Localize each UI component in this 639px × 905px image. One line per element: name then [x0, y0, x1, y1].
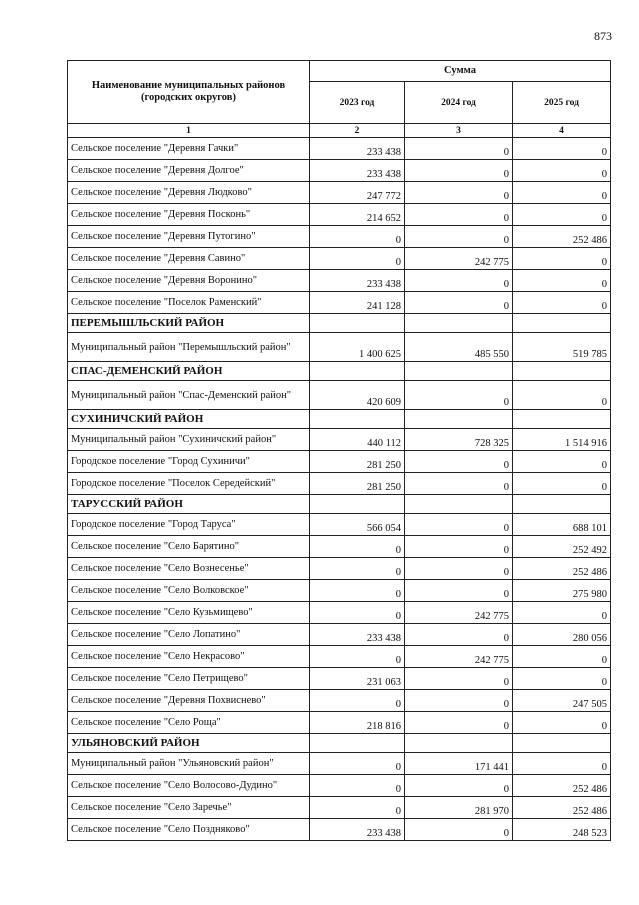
section-row	[68, 734, 611, 753]
table-row	[68, 514, 611, 536]
row-name: Сельское поселение "Село Волковское"	[68, 580, 310, 602]
table-row	[68, 558, 611, 580]
amount-2025: 0	[513, 160, 611, 182]
row-name: Сельское поселение "Деревня Гачки"	[68, 138, 310, 160]
amount-2023: 247 772	[310, 182, 405, 204]
empty-cell	[310, 314, 405, 333]
amount-2024: 0	[405, 690, 513, 712]
table-row	[68, 602, 611, 624]
amount-2025: 0	[513, 270, 611, 292]
amount-2025: 0	[513, 292, 611, 314]
row-name: Городское поселение "Поселок Середейский"	[68, 473, 310, 495]
table-row	[68, 690, 611, 712]
amount-2025: 252 486	[513, 797, 611, 819]
empty-cell	[513, 362, 611, 381]
amount-2025: 280 056	[513, 624, 611, 646]
column-number-2: 2	[310, 124, 405, 138]
amount-2024: 0	[405, 292, 513, 314]
amount-2025: 0	[513, 182, 611, 204]
empty-cell	[310, 734, 405, 753]
amount-2024: 242 775	[405, 646, 513, 668]
amount-2023: 233 438	[310, 138, 405, 160]
amount-2024: 0	[405, 536, 513, 558]
empty-cell	[405, 314, 513, 333]
row-name: Сельское поселение "Деревня Похвиснево"	[68, 690, 310, 712]
table-row	[68, 182, 611, 204]
amount-2024: 242 775	[405, 248, 513, 270]
amount-2024: 0	[405, 451, 513, 473]
empty-cell	[405, 734, 513, 753]
table-row	[68, 226, 611, 248]
empty-cell	[513, 314, 611, 333]
row-name: Сельское поселение "Село Поздняково"	[68, 819, 310, 841]
amount-2023: 566 054	[310, 514, 405, 536]
amount-2023: 0	[310, 775, 405, 797]
amount-2025: 248 523	[513, 819, 611, 841]
empty-cell	[405, 495, 513, 514]
row-name: Муниципальный район "Спас-Деменский район"	[68, 381, 310, 410]
row-name: Муниципальный район "Ульяновский район"	[68, 753, 310, 775]
section-row	[68, 495, 611, 514]
table-row	[68, 473, 611, 495]
amount-2024: 0	[405, 514, 513, 536]
section-title: ПЕРЕМЫШЛЬСКИЙ РАЙОН	[68, 314, 310, 333]
amount-2024: 0	[405, 204, 513, 226]
amount-2023: 214 652	[310, 204, 405, 226]
table-row	[68, 270, 611, 292]
amount-2025: 0	[513, 138, 611, 160]
amount-2025: 0	[513, 204, 611, 226]
amount-2023: 0	[310, 690, 405, 712]
amount-2023: 0	[310, 226, 405, 248]
row-name: Муниципальный район "Перемышльский район"	[68, 333, 310, 362]
amount-2025: 275 980	[513, 580, 611, 602]
table-row	[68, 204, 611, 226]
amount-2023: 0	[310, 602, 405, 624]
table-row	[68, 160, 611, 182]
amount-2025: 247 505	[513, 690, 611, 712]
row-name: Сельское поселение "Деревня Путогино"	[68, 226, 310, 248]
amount-2023: 0	[310, 646, 405, 668]
table-row	[68, 819, 611, 841]
row-name: Сельское поселение "Село Некрасово"	[68, 646, 310, 668]
table-row	[68, 536, 611, 558]
amount-2023: 233 438	[310, 624, 405, 646]
empty-cell	[513, 410, 611, 429]
amount-2024: 0	[405, 624, 513, 646]
amount-2025: 0	[513, 248, 611, 270]
table-row	[68, 292, 611, 314]
table-row	[68, 753, 611, 775]
amount-2023: 241 128	[310, 292, 405, 314]
amount-2025: 0	[513, 451, 611, 473]
empty-cell	[513, 495, 611, 514]
row-name: Сельское поселение "Село Волосово-Дудино"	[68, 775, 310, 797]
amount-2023: 231 063	[310, 668, 405, 690]
amount-2023: 218 816	[310, 712, 405, 734]
amount-2025: 0	[513, 753, 611, 775]
empty-cell	[310, 410, 405, 429]
amount-2025: 0	[513, 646, 611, 668]
row-name: Сельское поселение "Село Барятино"	[68, 536, 310, 558]
amount-2023: 0	[310, 558, 405, 580]
amount-2023: 0	[310, 580, 405, 602]
section-title: СПАС-ДЕМЕНСКИЙ РАЙОН	[68, 362, 310, 381]
amount-2024: 0	[405, 712, 513, 734]
table-row	[68, 138, 611, 160]
section-title: ТАРУССКИЙ РАЙОН	[68, 495, 310, 514]
section-title: УЛЬЯНОВСКИЙ РАЙОН	[68, 734, 310, 753]
table-row	[68, 580, 611, 602]
table-body	[68, 138, 611, 841]
amount-2025: 0	[513, 668, 611, 690]
empty-cell	[513, 734, 611, 753]
table-row	[68, 381, 611, 410]
table-row	[68, 712, 611, 734]
amount-2024: 281 970	[405, 797, 513, 819]
amount-2024: 171 441	[405, 753, 513, 775]
amount-2025: 252 486	[513, 226, 611, 248]
amount-2025: 252 486	[513, 775, 611, 797]
amount-2023: 420 609	[310, 381, 405, 410]
amount-2024: 0	[405, 668, 513, 690]
table-row	[68, 429, 611, 451]
amount-2024: 0	[405, 182, 513, 204]
table-row	[68, 775, 611, 797]
amount-2025: 688 101	[513, 514, 611, 536]
row-name: Муниципальный район "Сухиничский район"	[68, 429, 310, 451]
amount-2024: 0	[405, 580, 513, 602]
row-name: Сельское поселение "Деревня Людково"	[68, 182, 310, 204]
amount-2025: 0	[513, 712, 611, 734]
header-year-2024: 2024 год	[405, 82, 513, 124]
amount-2024: 0	[405, 226, 513, 248]
row-name: Сельское поселение "Село Кузьмищево"	[68, 602, 310, 624]
row-name: Сельское поселение "Деревня Воронино"	[68, 270, 310, 292]
amount-2023: 233 438	[310, 819, 405, 841]
table-row	[68, 333, 611, 362]
section-title: СУХИНИЧСКИЙ РАЙОН	[68, 410, 310, 429]
amount-2024: 485 550	[405, 333, 513, 362]
amount-2023: 0	[310, 536, 405, 558]
row-name: Сельское поселение "Село Вознесенье"	[68, 558, 310, 580]
budget-table	[67, 60, 611, 841]
row-name: Сельское поселение "Село Заречье"	[68, 797, 310, 819]
amount-2024: 0	[405, 775, 513, 797]
amount-2025: 519 785	[513, 333, 611, 362]
amount-2024: 0	[405, 270, 513, 292]
section-row	[68, 362, 611, 381]
page-number: 873	[594, 29, 612, 43]
amount-2024: 0	[405, 819, 513, 841]
amount-2023: 233 438	[310, 270, 405, 292]
row-name: Городское поселение "Город Сухиничи"	[68, 451, 310, 473]
table-row	[68, 797, 611, 819]
table-row	[68, 451, 611, 473]
amount-2024: 0	[405, 160, 513, 182]
table-row	[68, 646, 611, 668]
row-name: Сельское поселение "Село Петрищево"	[68, 668, 310, 690]
table-row	[68, 624, 611, 646]
row-name: Сельское поселение "Деревня Савино"	[68, 248, 310, 270]
row-name: Городское поселение "Город Таруса"	[68, 514, 310, 536]
amount-2023: 440 112	[310, 429, 405, 451]
amount-2024: 0	[405, 473, 513, 495]
header-year-2025: 2025 год	[513, 82, 611, 124]
amount-2023: 281 250	[310, 473, 405, 495]
row-name: Сельское поселение "Деревня Посконь"	[68, 204, 310, 226]
section-row	[68, 314, 611, 333]
row-name: Сельское поселение "Село Роща"	[68, 712, 310, 734]
amount-2025: 252 486	[513, 558, 611, 580]
header-year-2023: 2023 год	[310, 82, 405, 124]
amount-2023: 233 438	[310, 160, 405, 182]
empty-cell	[405, 362, 513, 381]
amount-2025: 0	[513, 602, 611, 624]
amount-2023: 1 400 625	[310, 333, 405, 362]
amount-2025: 1 514 916	[513, 429, 611, 451]
row-name: Сельское поселение "Поселок Раменский"	[68, 292, 310, 314]
amount-2025: 0	[513, 381, 611, 410]
table-row	[68, 668, 611, 690]
amount-2024: 242 775	[405, 602, 513, 624]
amount-2025: 252 492	[513, 536, 611, 558]
column-number-1: 1	[68, 124, 310, 138]
empty-cell	[310, 495, 405, 514]
amount-2024: 728 325	[405, 429, 513, 451]
header-sum: Сумма	[310, 61, 611, 82]
empty-cell	[405, 410, 513, 429]
section-row	[68, 410, 611, 429]
amount-2023: 0	[310, 248, 405, 270]
amount-2024: 0	[405, 381, 513, 410]
table-row	[68, 248, 611, 270]
amount-2023: 0	[310, 797, 405, 819]
amount-2024: 0	[405, 558, 513, 580]
column-number-3: 3	[405, 124, 513, 138]
amount-2023: 0	[310, 753, 405, 775]
amount-2024: 0	[405, 138, 513, 160]
empty-cell	[310, 362, 405, 381]
column-number-4: 4	[513, 124, 611, 138]
amount-2023: 281 250	[310, 451, 405, 473]
header-name-column: Наименование муниципальных районов (городских округов)	[68, 61, 310, 124]
row-name: Сельское поселение "Деревня Долгое"	[68, 160, 310, 182]
amount-2025: 0	[513, 473, 611, 495]
row-name: Сельское поселение "Село Лопатино"	[68, 624, 310, 646]
